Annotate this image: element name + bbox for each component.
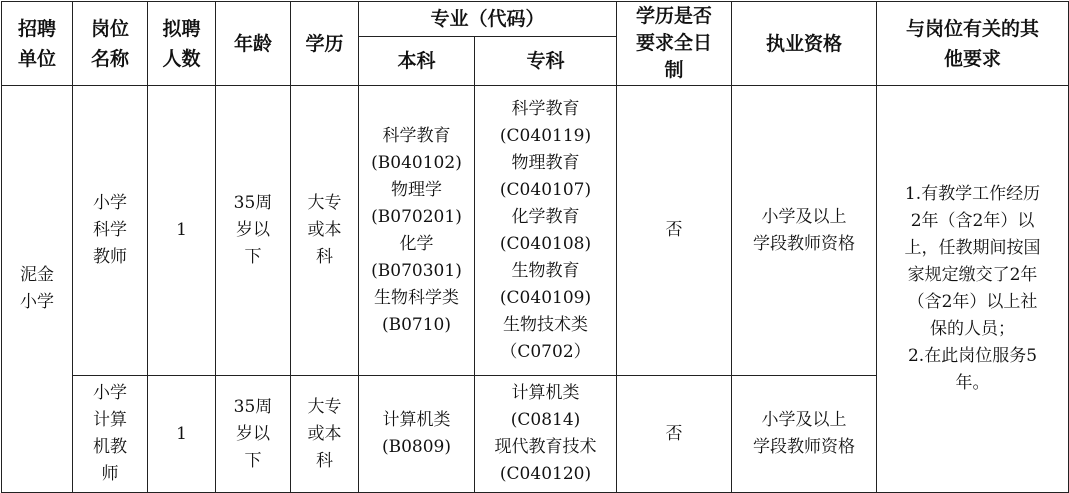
table-row: [2, 86, 1069, 376]
qualification-cell: 小学及以上 学段教师资格: [732, 376, 877, 493]
undergrad-major-cell: 科学教育 (B040102) 物理学 (B070201) 化学 (B070301) 生物科学类 (B0710): [359, 86, 475, 376]
header-qualification: 执业资格: [732, 2, 877, 86]
recruitment-table: [1, 1, 1069, 493]
count-cell: 1: [148, 86, 216, 376]
age-cell: 35周 岁以 下: [216, 376, 291, 493]
undergrad-major-cell: 计算机类 (B0809): [359, 376, 475, 493]
unit-name-cell: 泥金 小学: [2, 86, 73, 493]
header-age: 年龄: [216, 2, 291, 86]
header-fulltime: 学历是否 要求全日 制: [617, 2, 732, 86]
count-cell: 1: [148, 376, 216, 493]
header-major-group: 专业（代码）: [359, 2, 617, 37]
header-row-1: [2, 2, 1069, 37]
other-requirements-cell: 1.有教学工作经历 2年（含2年）以 上，任教期间按国 家规定缴交了2年 （含2年）以上社 保的人员； 2.在此岗位服务5 年。: [877, 86, 1069, 493]
header-unit: 招聘 单位: [2, 2, 73, 86]
college-major-cell: 计算机类 (C0814) 现代教育技术 (C040120): [475, 376, 617, 493]
age-cell: 35周 岁以 下: [216, 86, 291, 376]
header-college: 专科: [475, 37, 617, 86]
college-major-cell: 科学教育 (C040119) 物理教育 (C040107) 化学教育 (C040108) 生物教育 (C040109) 生物技术类 （C0702）: [475, 86, 617, 376]
header-post: 岗位 名称: [73, 2, 148, 86]
header-undergrad: 本科: [359, 37, 475, 86]
header-count: 拟聘 人数: [148, 2, 216, 86]
post-cell: 小学 计算 机教 师: [73, 376, 148, 493]
post-cell: 小学 科学 教师: [73, 86, 148, 376]
qualification-cell: 小学及以上 学段教师资格: [732, 86, 877, 376]
fulltime-cell: 否: [617, 86, 732, 376]
education-cell: 大专 或本 科: [291, 86, 359, 376]
header-other: 与岗位有关的其 他要求: [877, 2, 1069, 86]
education-cell: 大专 或本 科: [291, 376, 359, 493]
header-education: 学历: [291, 2, 359, 86]
fulltime-cell: 否: [617, 376, 732, 493]
